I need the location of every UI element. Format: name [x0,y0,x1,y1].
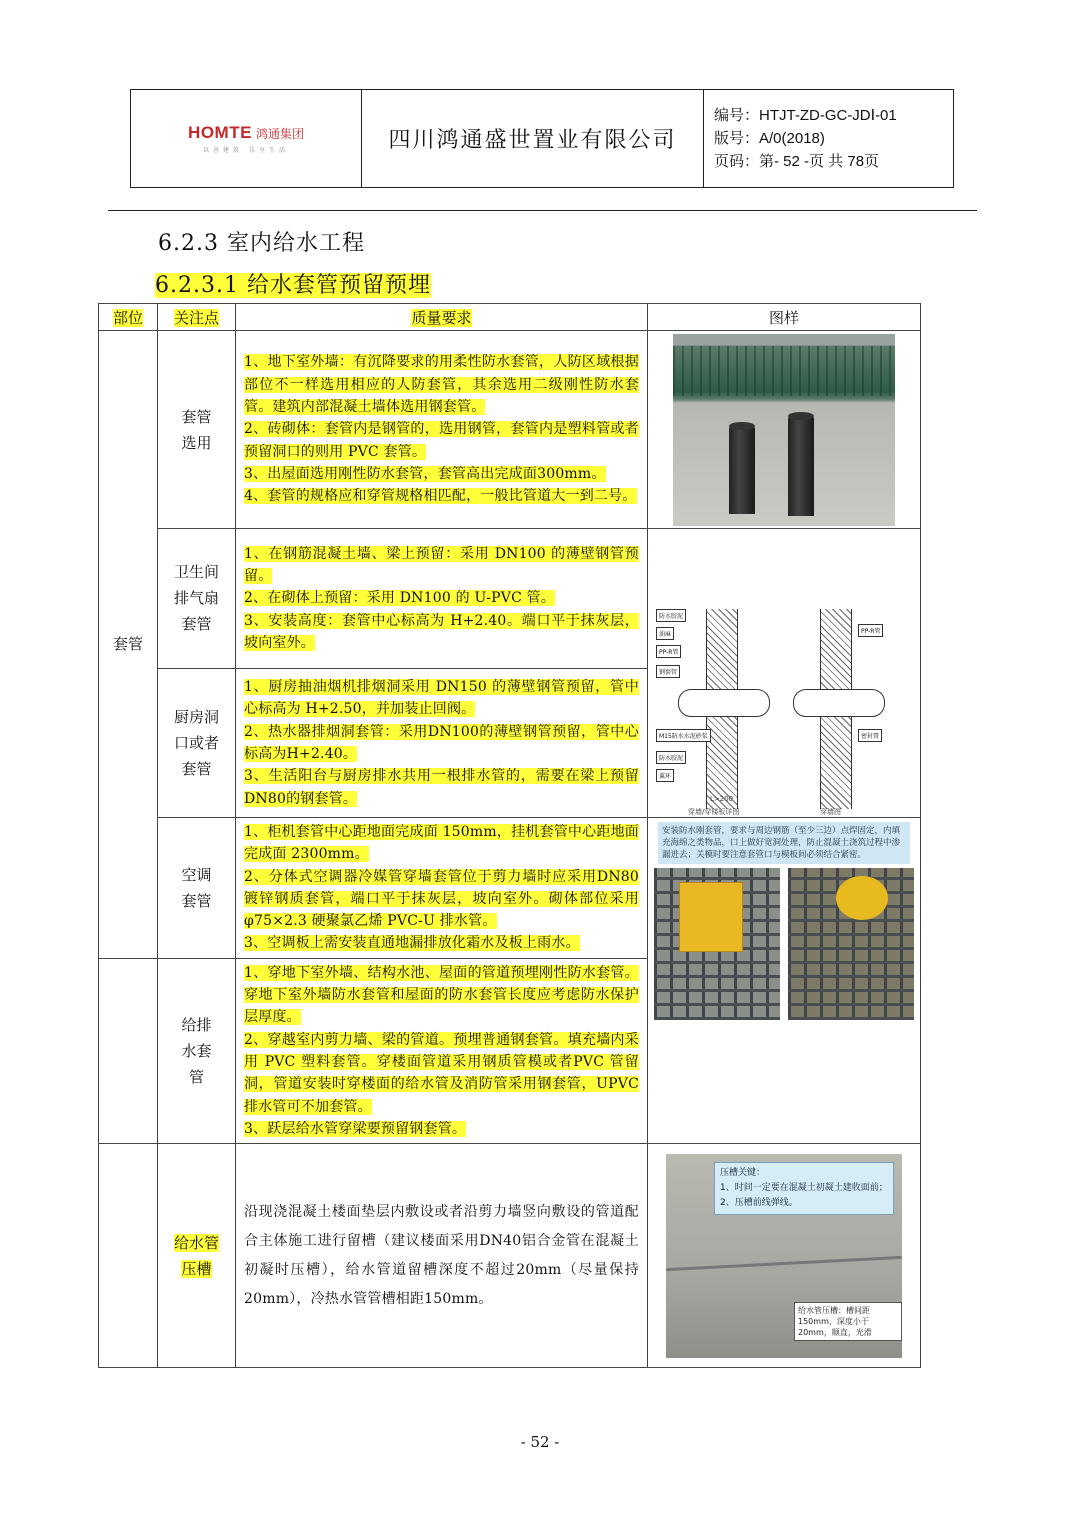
header-cell: 图样 [648,304,921,331]
table-row [99,818,921,959]
table-row [99,1144,921,1368]
sleeve-section-drawing: 防水胶泥 油麻 PP-R管 钢套管 M15防水水泥砂浆 防水胶泥 翼环 L>200 穿墙/穿楼板详图 PP-R管 密封膏 穿墙图 [648,529,918,817]
category-cell-empty [99,1144,158,1368]
header-cell: 关注点 [158,304,236,331]
image-cell [648,818,921,1144]
rebar-photo-left [654,868,780,1020]
table-header-row [99,304,921,331]
category-cell: 套管 [99,331,158,959]
category-cell-empty [99,958,158,1143]
rebar-photo-right [788,868,914,1020]
doc-version: 版号：A/0(2018) [714,130,825,147]
subsection-title: 6.2.3.1 给水套管预留预埋 [155,273,431,298]
table-row [99,331,921,529]
focus-cell: 给水管压槽 [158,1144,236,1368]
document-header [130,89,954,188]
groove-photo [666,1154,902,1358]
requirement-cell: 1、地下室外墙：有沉降要求的用柔性防水套管，人防区域根据部位不一样选用相应的人防套管，其余选用二级刚性防水套管。建筑内部混凝土墙体选用钢套管。 2、砖砌体：套管内是钢管的，选用钢管，套管内是塑料管或者预留洞口的则用 PVC 套管。 3、出屋面选用刚性防水套管，套管高出完成面300mm。 4、套管的规格应和穿管规格相匹配，一般比管道大一到二号。 [236,331,648,529]
requirement-cell: 1、穿地下室外墙、结构水池、屋面的管道预埋刚性防水套管。穿地下室外墙防水套管和屋面的防水套管长度应考虑防水保护层厚度。 2、穿越室内剪力墙、梁的管道。预埋普通钢套管。填充墙内采用 PVC 塑料套管。穿楼面管道采用钢质管模或者PVC 管留洞，管道安装时穿楼面的给水管及消防管采用钢套管，UPVC 排水管可不加套管。 3、跃层给水管穿梁要预留钢套管。 [236,958,648,1143]
requirement-cell: 1、柜机套管中心距地面完成面 150mm，挂机套管中心距地面完成面 2300mm。 2、分体式空调器冷媒管穿墙套管位于剪力墙时应采用DN80 镀锌钢质套管，端口平于抹灰层，坡向室外。砌体部位采用φ75×2.3 硬聚氯乙烯 PVC-U 排水管。 3、空调板上需安装直通地漏排放化霜水及板上雨水。 [236,818,648,959]
table-row [99,529,921,669]
rebar-caption: 安装防水刚套管，要求与周边钢筋（至少三边）点焊固定，内填充海绵之类物品，口上做好宽洞处理，防止混凝土浇筑过程中渗漏进去；关模时要注意套管口与模板间必须结合紧密。 [658,822,910,864]
requirement-cell: 沿现浇混凝土楼面垫层内敷设或者沿剪力墙竖向敷设的管道配合主体施工进行留槽（建议楼面采用DN40铝合金管在混凝土初凝时压槽），给水管道留槽深度不超过20mm（尽量保持20mm），冷热水管管槽相距150mm。 [236,1144,648,1368]
doc-meta [704,90,953,187]
header-rule [108,210,977,211]
logo-en: HOMTE [188,123,252,142]
section-title: 6.2.3 室内给水工程 [158,231,365,256]
header-cell: 部位 [99,304,158,331]
requirement-cell: 1、在钢筋混凝土墙、梁上预留：采用 DN100 的薄壁钢管预留。 2、在砌体上预留：采用 DN100 的 U-PVC 管。 3、安装高度：套管中心标高为 H+2.40。端口平于抹灰层，坡向室外。 [236,529,648,669]
focus-cell: 卫生间排气扇套管 [158,529,236,669]
doc-page: 页码：第- 52 -页 共 78页 [714,153,880,170]
logo-cn: 鸿通集团 [255,127,304,141]
image-cell [648,1144,921,1368]
roof-sleeve-photo [673,334,895,526]
image-cell [648,331,921,529]
doc-code: 编号：HTJT-ZD-GC-JDⅠ-01 [714,107,897,124]
focus-cell: 套管选用 [158,331,236,529]
focus-cell: 厨房洞口或者套管 [158,668,236,817]
header-cell: 质量要求 [236,304,648,331]
logo-sub: 以善建筑 乐享生活 [203,147,289,154]
image-cell [648,529,921,818]
quality-table [98,303,921,1368]
focus-cell: 空调套管 [158,818,236,959]
company-name: 四川鸿通盛世置业有限公司 [362,90,704,187]
page-number: - 52 - [520,1433,560,1451]
requirement-cell: 1、厨房抽油烟机排烟洞采用 DN150 的薄壁钢管预留，管中心标高为 H+2.50，并加装止回阀。 2、热水器排烟洞套管：采用DN100的薄壁钢管预留，管中心标高为H+2.40。 3、生活阳台与厨房排水共用一根排水管的，需要在梁上预留DN80的钢套管。 [236,668,648,817]
groove-note: 压槽关键： 1、时间一定要在混凝土初凝土建收面前； 2、压槽前线弹线。 [714,1162,894,1215]
groove-caption: 给水管压槽：槽间距150mm，深度小于20mm，顺直，光滑 [794,1302,902,1341]
focus-cell: 给排水套管 [158,958,236,1143]
company-logo [131,90,362,187]
